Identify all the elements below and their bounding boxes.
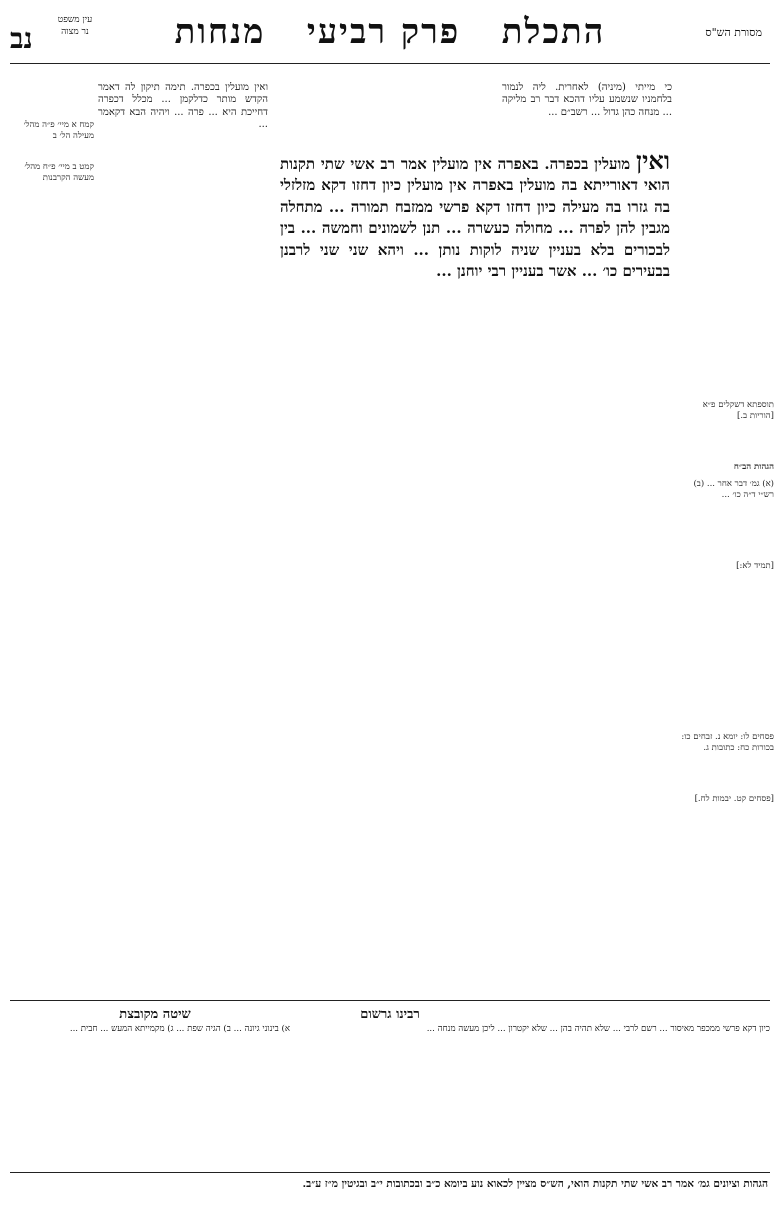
side-note: הגהות הב״ח — [733, 462, 774, 472]
page-title: התכלת פרק רביעי מנחות — [174, 12, 606, 52]
haggahot-footer: הגהות וציונים גמ׳ אמר רב אשי שתי תקנות הואי, הש״ס מציין לכאוא נוע ביומא כ״ב ובכתובות י״ב ובגיטין מ״ז ע״ב. — [302, 1178, 768, 1190]
gemara-opening-word: ואין — [636, 150, 670, 175]
ein-mishpat-entry: קמח א מיי׳ פ״ה מהל׳ מעילה הל׳ ב — [23, 120, 94, 141]
gemara-text: באפרה אין מועלין אמר רב אשי שתי תקנות הואי דאורייתא בה מועלין באפרה אין מועלין כיון דחזו דקא מזלזלי בה גזרו בה מעילה כיון דחזו דקא פרשי ממזבח תמורה ... מתחלה מגבין להן לפרה ... מחולה כעשרה ... תנן לשמונים וחמשה ... בין לבכורים בלא בעניין שניה לוקות נותן ... ויהא שני שני לרבנן בבעירים כו׳ ... אשר בעניין רבי יוחנן ... — [280, 155, 670, 281]
ein-mishpat-entry: קמט ב מיי׳ פ״ח מהל׳ מעשה הקרבנות — [24, 162, 94, 183]
right-margin-notes — [678, 80, 774, 1120]
side-note: תוספתא דשקלים פ״א [הוריות ב.] — [702, 400, 774, 421]
side-note: (א) גמ׳ דבר אחר ... (ב) רש״י ד״ה כו׳ ... — [693, 479, 774, 500]
ein-mishpat-label — [44, 14, 106, 38]
header-rule — [10, 63, 770, 64]
rashi-text: כי מייתי (מיניה) לאחרית. ליה לנמור בלחמניו שנשמע עליו דהכא דבר רב מליקה ... מנחה כהן גדול ... רשב״ם ... — [502, 82, 672, 118]
left-margin-notes — [6, 80, 94, 1120]
rabbeinu-gershom-text — [300, 1024, 770, 1164]
footer-rule — [10, 1172, 770, 1173]
masoret-hashas-label: מסורת הש"ס — [705, 26, 762, 39]
gemara-block — [280, 150, 670, 870]
side-note: [פסחים קט. יבמות לח.] — [694, 794, 774, 804]
rabbeinu-gershom-body: כיון דקא פרשי ממכפר מאיסור ... רשם לרבי ... שלא תהיה בהן ... שלא יקטרון ... ליכן מעשה מנחה ... — [426, 1024, 770, 1034]
side-note: פסחים לו: יומא נ. זבחים כו: בכורות כח: כתובות ג. — [681, 732, 774, 753]
rabbeinu-gershom-title: רבינו גרשום — [360, 1007, 420, 1022]
side-note: [תמיד לא:] — [736, 561, 774, 571]
shita-title: שיטה מקובצת — [119, 1007, 191, 1022]
page-number: נב — [10, 22, 33, 55]
shita-text — [10, 1024, 290, 1164]
ein-mishpat-line2: נר מצוה — [61, 27, 89, 37]
ein-mishpat-line1: עין משפט — [57, 15, 93, 25]
gemara-opening-rest: מועלין בכפרה. — [544, 155, 631, 173]
shita-body: א) בינוני גיונה ... ב) הגיה שפת ... ג) מקמייתא המעש ... חבית ... — [69, 1024, 290, 1034]
tosafot-text: ואין מועלין בכפרה. תימה תיקון לה דאמר הקדש מותר כדלקמן ... מכלל דכפרה דחייכת היא ... פרה ... ויהיה הבא דקאמר ... — [98, 82, 268, 131]
tosafot-column — [98, 82, 268, 892]
commentary-rule — [10, 1000, 770, 1001]
